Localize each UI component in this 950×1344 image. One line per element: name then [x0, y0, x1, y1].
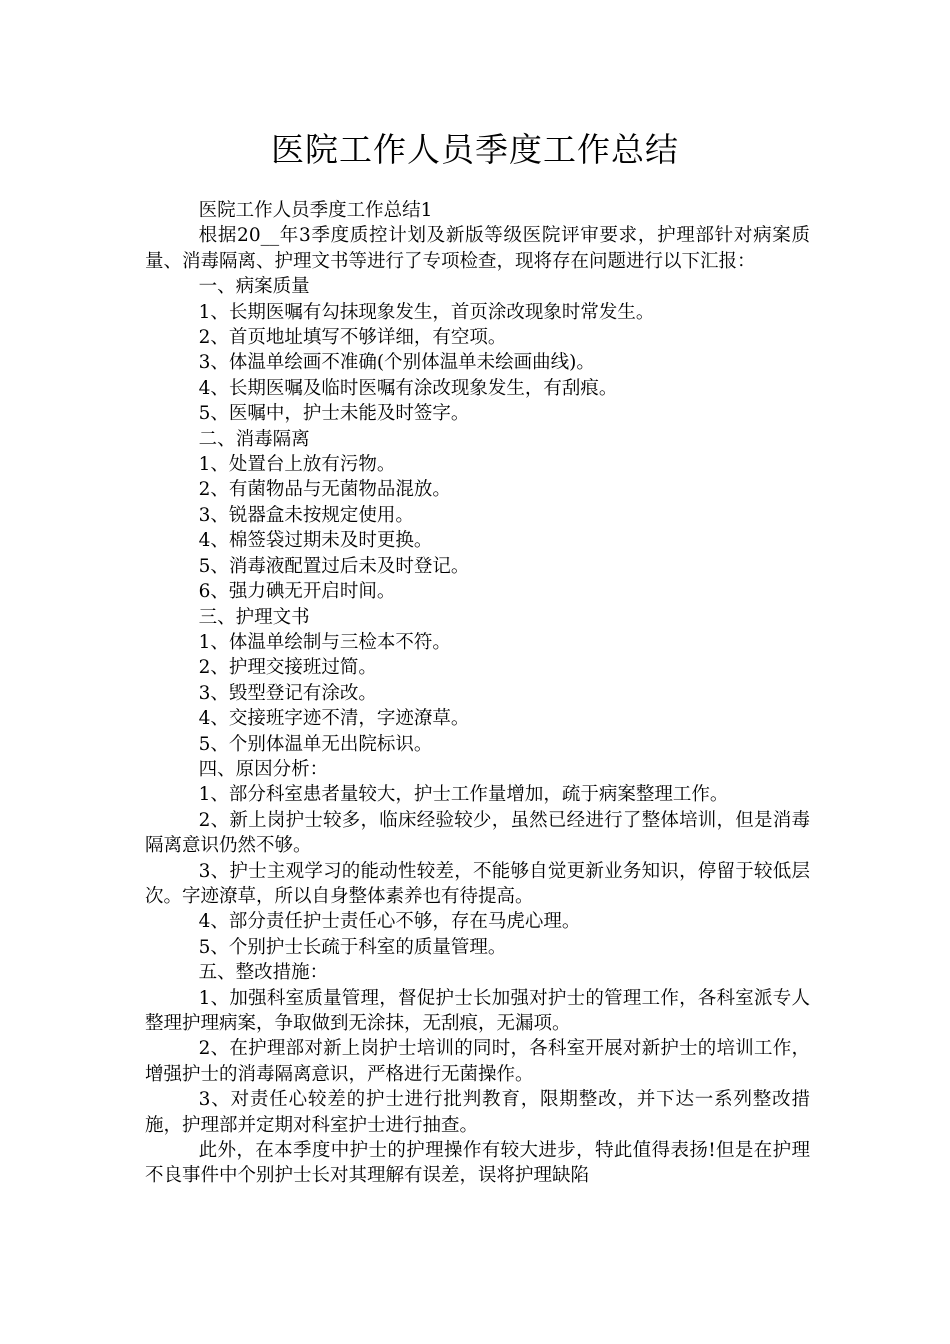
list-item: 5、个别体温单无出院标识。	[198, 733, 433, 755]
closing-paragraph: 此外，在本季度中护士的护理操作有较大进步，特此值得表扬!但是在护理不良事件中个别护士长对其理解有误差，误将护理缺陷	[145, 1140, 810, 1187]
list-item: 2、首页地址填写不够详细，有空项。	[198, 327, 507, 349]
list-item: 3、锐器盒未按规定使用。	[198, 504, 414, 526]
list-item: 3、毁型登记有涂改。	[198, 682, 377, 704]
list-item: 2、在护理部对新上岗护士培训的同时，各科室开展对新护士的培训工作，增强护士的消毒隔离意识，严格进行无菌操作。	[145, 1038, 810, 1085]
list-item: 4、部分责任护士责任心不够，存在马虎心理。	[198, 911, 581, 933]
list-item: 3、体温单绘画不准确(个别体温单未绘画曲线)。	[198, 352, 595, 374]
section-heading-4: 四、原因分析：	[198, 758, 329, 780]
list-item: 6、强力碘无开启时间。	[198, 581, 396, 603]
list-item: 4、长期医嘱及临时医嘱有涂改现象发生，有刮痕。	[198, 377, 618, 399]
document-body	[145, 198, 810, 1189]
list-item: 5、个别护士长疏于科室的质量管理。	[198, 936, 507, 958]
list-item: 4、棉签袋过期未及时更换。	[198, 530, 433, 552]
list-item: 5、医嘱中，护士未能及时签字。	[198, 403, 470, 425]
list-item: 2、新上岗护士较多，临床经验较少，虽然已经进行了整体培训，但是消毒隔离意识仍然不够。	[145, 809, 810, 857]
section-heading-1: 一、病案质量	[198, 276, 310, 298]
list-item: 3、护士主观学习的能动性较差，不能够自觉更新业务知识，停留于较低层次。字迹潦草，所以自身整体素养也有待提高。	[145, 860, 810, 907]
intro-paragraph: 根据20__年3季度质控计划及新版等级医院评审要求，护理部针对病案质量、消毒隔离、护理文书等进行了专项检查，现将存在问题进行以下汇报：	[145, 225, 810, 272]
document-title: 医院工作人员季度工作总结	[271, 130, 679, 169]
list-item: 1、加强科室质量管理，督促护士长加强对护士的管理工作，各科室派专人整理护理病案，争取做到无涂抹，无刮痕，无漏项。	[145, 987, 810, 1034]
section-heading-3: 三、护理文书	[198, 606, 310, 628]
list-item: 1、处置台上放有污物。	[198, 454, 396, 476]
list-item: 3、对责任心较差的护士进行批判教育，限期整改，并下达一系列整改措施，护理部并定期对科室护士进行抽查。	[145, 1089, 810, 1136]
list-item: 2、护理交接班过简。	[198, 657, 377, 679]
section-heading-5: 五、整改措施：	[198, 962, 329, 984]
list-item: 1、体温单绘制与三检本不符。	[198, 631, 451, 653]
list-item: 5、消毒液配置过后未及时登记。	[198, 555, 470, 577]
list-item: 2、有菌物品与无菌物品混放。	[198, 479, 451, 501]
section-subtitle: 医院工作人员季度工作总结1	[198, 200, 433, 221]
section-heading-2: 二、消毒隔离	[198, 428, 310, 450]
list-item: 1、部分科室患者量较大，护士工作量增加，疏于病案整理工作。	[198, 784, 729, 806]
list-item: 4、交接班字迹不清，字迹潦草。	[198, 708, 470, 730]
list-item: 1、长期医嘱有勾抹现象发生，首页涂改现象时常发生。	[198, 301, 655, 323]
